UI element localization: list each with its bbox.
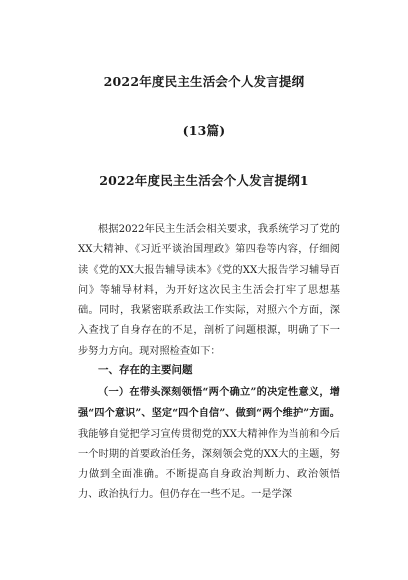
subsection-paragraph xyxy=(78,382,340,506)
document-subtitle: 2022年度民主生活会个人发言提纲1 xyxy=(99,173,309,188)
document-title: 2022年度民主生活会个人发言提纲 xyxy=(103,74,305,89)
section-heading: 一、存在的主要问题 xyxy=(98,364,193,376)
subsection-text: 我能够自觉把学习宣传贯彻党的XX大精神作为当前和今后一个时期的首要政治任务，深刻领会党的XX大的主题，努力做到全面准确。不断提高自身政治判断力、政治领悟力、政治执行力。但仍存在一些不足。一是学深 xyxy=(78,428,340,501)
subsection-heading: （一）在带头深刻领悟“两个确立”的决定性意义，增强“四个意识”、坚定“四个自信”、做到“两个维护”方面。 xyxy=(78,386,340,420)
intro-paragraph: 根据2022年民主生活会相关要求，我系统学习了党的XX大精神、《习近平谈治国理政》第四卷等内容，仔细阅读《党的XX大报告辅导读本》《党的XX大报告学习辅导百问》等辅导材料，为开好这次民主生活会打牢了思想基础。同时，我紧密联系政法工作实际，对照六个方面，深入查找了自身存在的不足，剖析了问题根源，明确了下一步努力方向。现对照检查如下： xyxy=(78,224,340,357)
document-count: (13篇) xyxy=(182,123,226,138)
